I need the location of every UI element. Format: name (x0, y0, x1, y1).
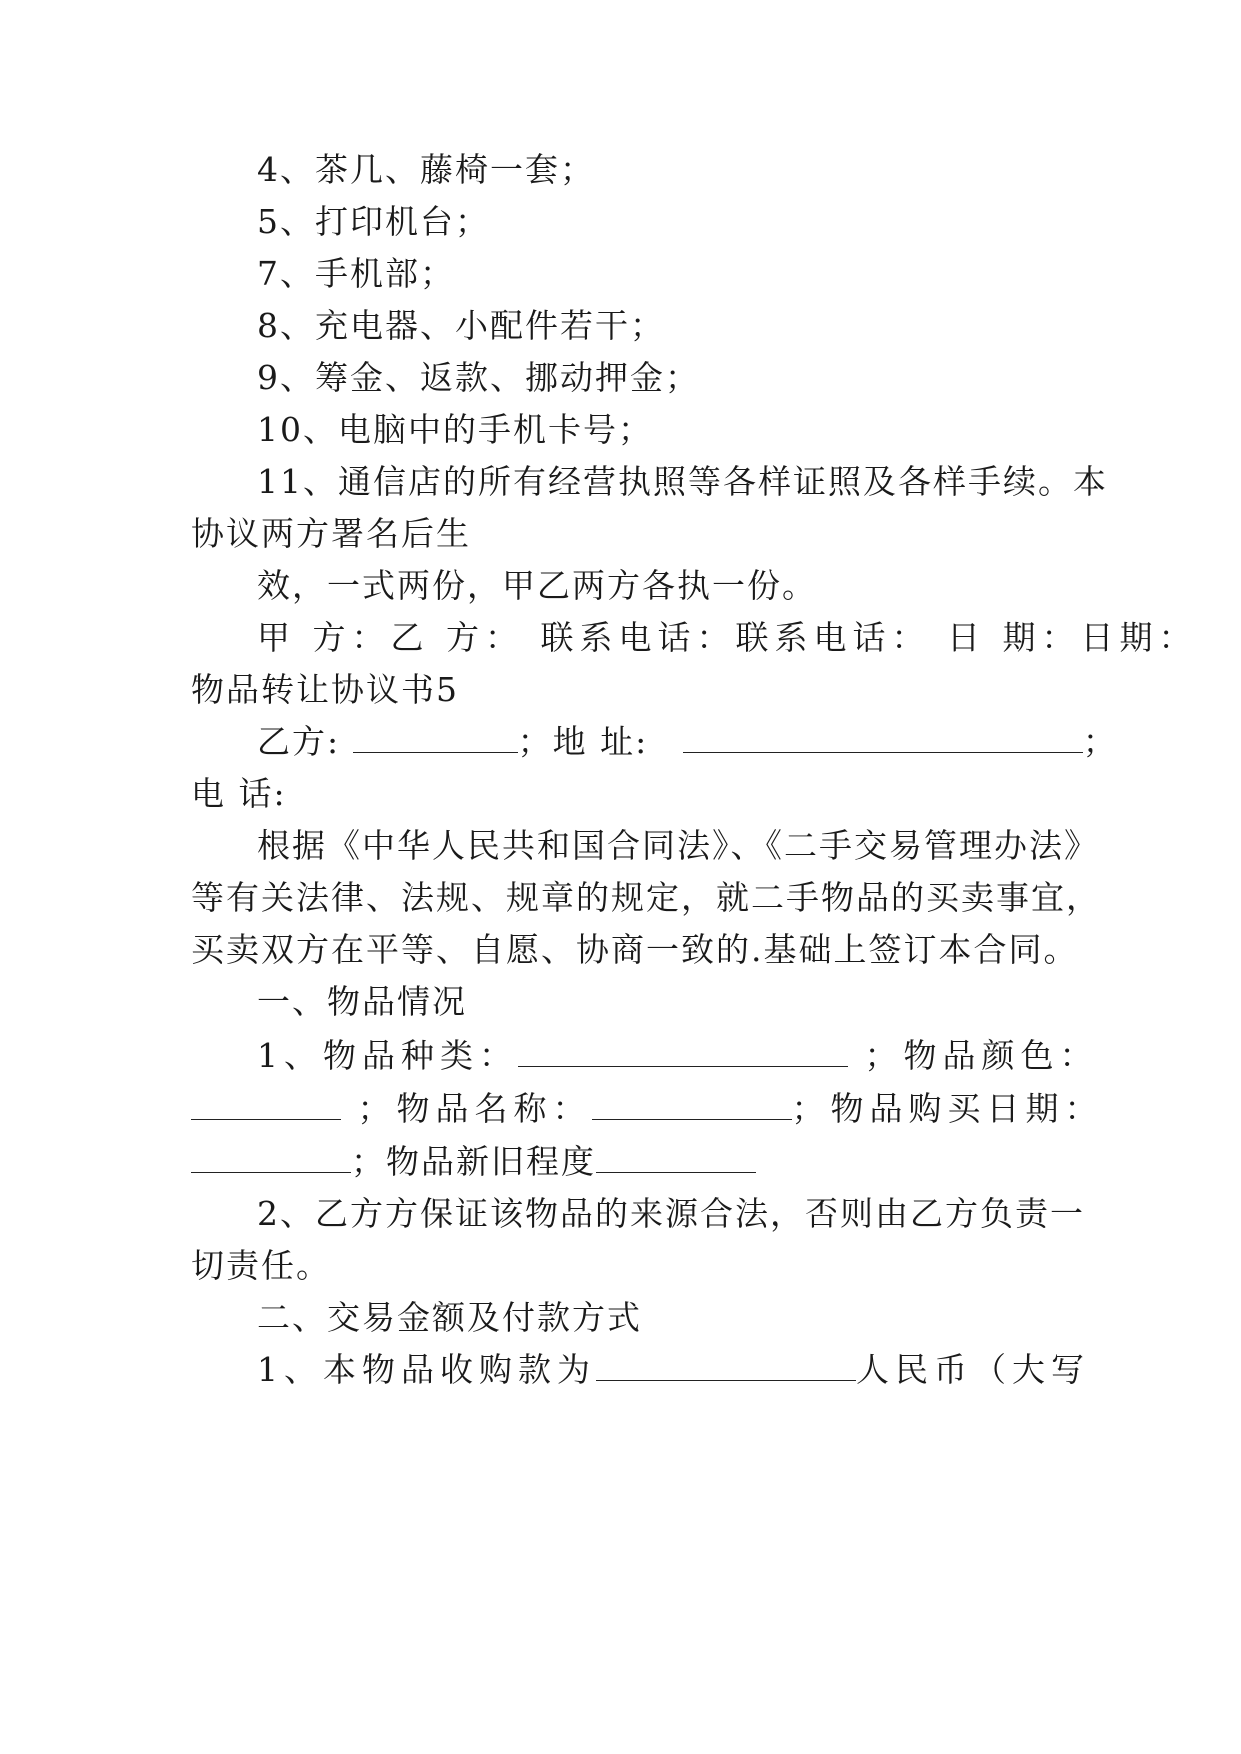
party-b-line (257, 722, 1137, 762)
intro-line-2: 等有关法律、法规、规章的规定，就二手物品的买卖事宜， (191, 878, 1101, 917)
list-item: 5、打印机台； (257, 202, 490, 241)
amount-field[interactable] (596, 1350, 856, 1381)
list-item: 4、茶几、藤椅一套； (257, 150, 595, 189)
name-field[interactable] (592, 1089, 792, 1120)
item-2-line-2: 切责任。 (191, 1246, 331, 1285)
address-label: ；地 址: (517, 722, 649, 761)
type-field[interactable] (518, 1036, 848, 1067)
color-label: ；物品颜色： (864, 1036, 1099, 1075)
item-1-line-2 (191, 1089, 1104, 1129)
type-label: 1、物品种类： (257, 1036, 518, 1075)
list-item: 8、充电器、小配件若干； (257, 306, 665, 345)
address-field[interactable] (683, 722, 1083, 753)
signature-line: 甲 方：乙 方： 联系电话：联系电话： 日 期：日期： (257, 618, 1198, 657)
list-item: 7、手机部； (257, 254, 455, 293)
effect-line: 效，一式两份，甲乙两方各执一份。 (257, 566, 817, 605)
section-2-title: 二、交易金额及付款方式 (257, 1298, 642, 1337)
item-11-line-1: 11、通信店的所有经营执照等各样证照及各样手续。本 (257, 462, 1108, 501)
item-1-line-1 (257, 1036, 1137, 1076)
address-end: ； (1082, 722, 1118, 761)
phone-label: 电 话: (191, 774, 287, 813)
list-item: 9、筹金、返款、挪动押金； (257, 358, 700, 397)
party-b-label: 乙方: (257, 722, 341, 761)
intro-line-1: 根据《中华人民共和国合同法》、《二手交易管理办法》 (257, 826, 1099, 865)
intro-line-3: 买卖双方在平等、自愿、协商一致的.基础上签订本合同。 (191, 930, 1079, 969)
name-label: ；物品名称： (357, 1089, 592, 1128)
amount-line (257, 1350, 1137, 1390)
list-item: 10、电脑中的手机卡号； (257, 410, 653, 449)
amount-suffix: 人民币（大写 (856, 1350, 1090, 1389)
document-title: 物品转让协议书5 (191, 670, 459, 709)
condition-label: ；物品新旧程度 (351, 1142, 596, 1181)
condition-field[interactable] (596, 1142, 756, 1173)
date-label: ；物品购买日期： (791, 1089, 1104, 1128)
amount-label: 1、本物品收购款为 (257, 1350, 596, 1389)
section-1-title: 一、物品情况 (257, 982, 467, 1021)
date-field[interactable] (191, 1142, 351, 1173)
color-field[interactable] (191, 1089, 341, 1120)
item-11-line-2: 协议两方署名后生 (191, 514, 471, 553)
item-1-line-3 (191, 1142, 1071, 1182)
party-b-name-field[interactable] (353, 722, 518, 753)
item-2-line-1: 2、乙方方保证该物品的来源合法，否则由乙方负责一 (257, 1194, 1085, 1233)
